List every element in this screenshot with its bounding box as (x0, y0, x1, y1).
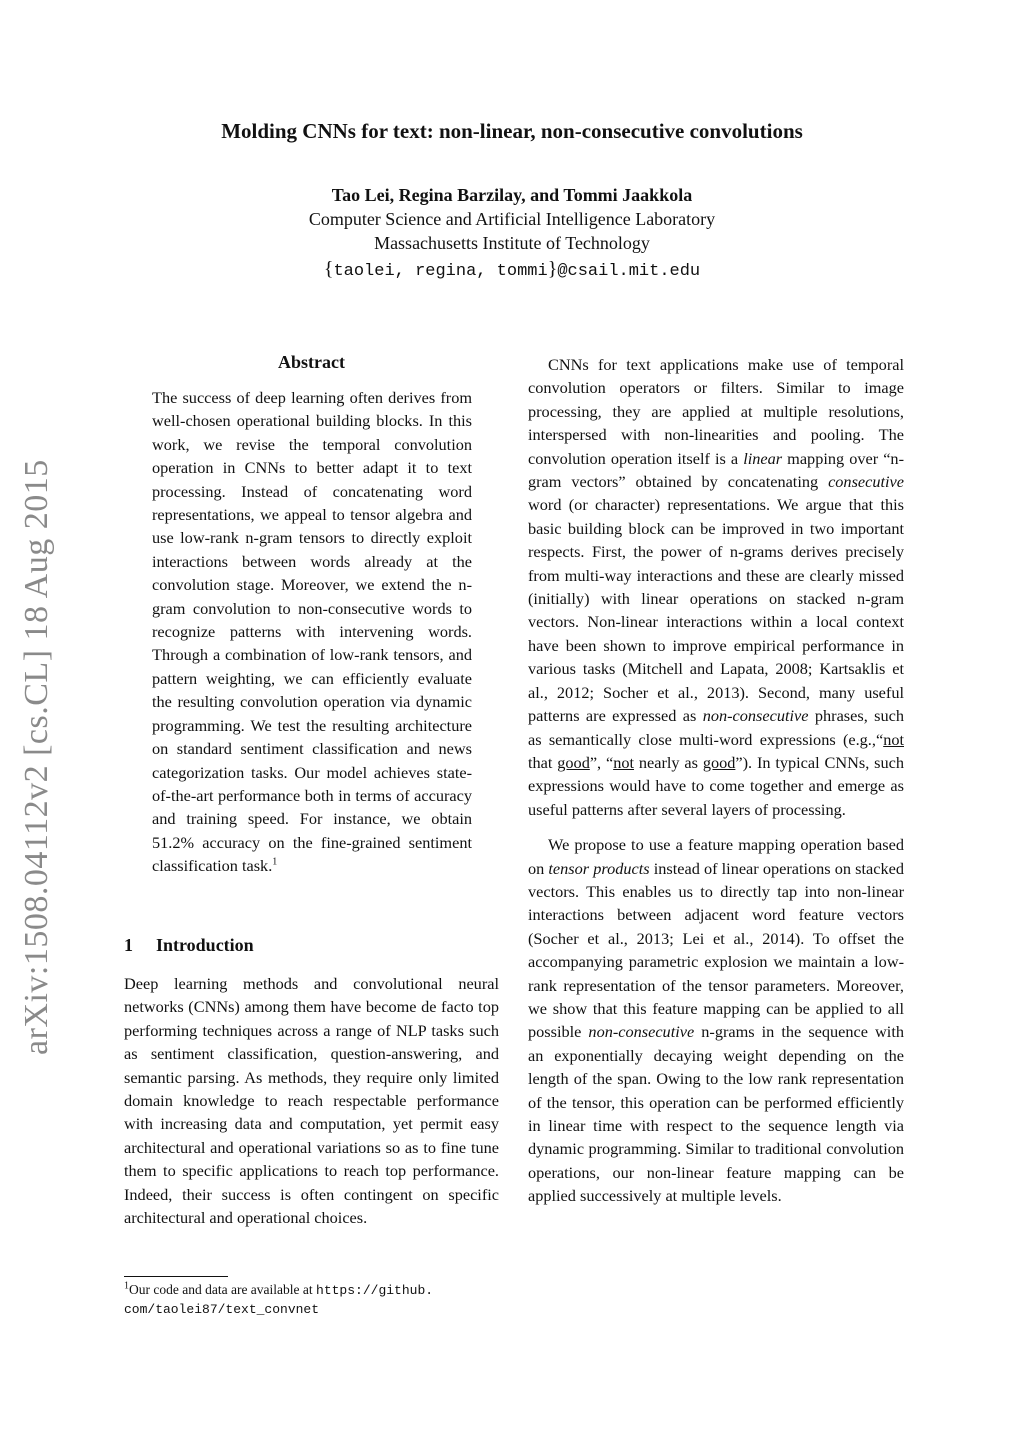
section-heading-introduction (124, 935, 254, 956)
footnote-url-part1[interactable]: https://github. (316, 1283, 434, 1298)
email-close-brace: } (547, 258, 558, 280)
footnote-text: Our code and data are available at (129, 1282, 317, 1297)
section-number: 1 (124, 935, 133, 955)
abstract-heading: Abstract (278, 352, 345, 372)
arxiv-identifier: arXiv:1508.04112v2 [cs.CL] 18 Aug 2015 (18, 459, 55, 1055)
p2-emph-linear: linear (743, 448, 783, 468)
abstract-body (152, 386, 472, 878)
p2-emph-consecutive: consecutive (828, 472, 904, 492)
intro-paragraph-3 (528, 833, 904, 1208)
p2-text-a: CNNs for text applications make use of temporal convolution operators or filters. Similar to image processing, they are applied at multiple resolutions, interspersed with non-linearities and pooling. The convolution operation itself is a (528, 355, 904, 468)
p3-text-a: We propose to use a feature mapping operation based on (528, 835, 904, 878)
intro-paragraph-2 (528, 353, 904, 821)
p2-text-g: nearly as (634, 752, 703, 772)
email-names: taolei, regina, tommi (333, 262, 548, 281)
p2-underline-not-1: not (883, 729, 904, 749)
p2-text-b: mapping over “n-gram vectors” obtained by concatenating (528, 448, 904, 492)
intro-paragraph-1: Deep learning methods and convolutional neural networks (CNNs) among them have become de facto top performing techniques across a range of NLP tasks such as sentiment classification, question-answering, and semantic parsing. As methods, they require only limited domain knowledge to reach respectable performance with increasing data and computation, yet permit easy architectural and operational variations so as to fine tune them to specific applications to reach top performance. Indeed, their success is often contingent on specific architectural and operational choices. (124, 974, 499, 1228)
p3-text-b: instead of linear operations on stacked vectors. This enables us to directly tap into non-linear interactions between adjacent word feature vectors (Socher et al., 2013; Lei et al., 2014). To offset the accompanying parametric explosion we maintain a low-rank representation of the tensor parameters. Moreover, we show that this feature mapping can be applied to all possible (528, 858, 904, 1042)
p2-emph-nonconsecutive: non-consecutive (702, 706, 809, 726)
introduction-left-column (124, 972, 499, 1229)
abstract-footnote-mark: 1 (272, 856, 278, 868)
p3-emph-tensor-products: tensor products (548, 858, 650, 878)
author-emails (0, 258, 1024, 281)
footnote-mark: 1 (124, 1280, 129, 1292)
email-open-brace: { (323, 258, 334, 280)
author-list: Tao Lei, Regina Barzilay, and Tommi Jaakkola (331, 185, 693, 205)
footnote-rule (124, 1276, 228, 1277)
abstract-text: The success of deep learning often derives from well-chosen operational building blocks. In this work, we revise the temporal convolution operation in CNNs to better adapt it to text processing. Instead of concatenating word representations, we appeal to tensor algebra and use low-rank n-gram tensors to directly exploit interactions between words already at the convolution stage. Moreover, we extend the n-gram convolution to non-consecutive words to recognize patterns with intervening words. Through a combination of low-rank tensors, and pattern weighting, we can efficiently evaluate the resulting convolution operation via dynamic programming. We test the resulting architecture on standard sentiment classification and news categorization tasks. Our model achieves state-of-the-art performance both in terms of accuracy and training speed. For instance, we obtain 51.2% accuracy on the fine-grained sentiment classification task. (152, 388, 472, 876)
affiliation-institute: Massachusetts Institute of Technology (374, 233, 650, 253)
p2-underline-good-2: good (702, 752, 736, 772)
p2-text-h: ”). In typical CNNs, such expressions would have to come together and emerge as useful patterns after several layers of processing. (528, 752, 904, 819)
p3-emph-nonconsecutive: non-consecutive (588, 1022, 695, 1042)
p2-underline-good-1: good (557, 752, 590, 772)
email-domain: @csail.mit.edu (557, 262, 701, 281)
p2-text-f: ”, “ (589, 752, 614, 772)
paper-title: Molding CNNs for text: non-linear, non-consecutive convolutions (221, 119, 803, 143)
right-column (528, 353, 904, 1208)
footnote-url-part2[interactable]: com/taolei87/text_convnet (124, 1302, 320, 1317)
footnote (124, 1281, 502, 1319)
p2-text-d: phrases, such as semantically close multi-word expressions (e.g.,“ (528, 706, 904, 749)
p3-text-c: n-grams in the sequence with an exponentially decaying weight depending on the length of the span. Owing to the low rank representation of the tensor, this operation can be performed efficiently in linear time with respect to the sequence length via dynamic programming. Similar to traditional convolution operations, our non-linear feature mapping can be applied successively at multiple levels. (528, 1022, 904, 1206)
affiliation-lab: Computer Science and Artificial Intelligence Laboratory (308, 209, 716, 229)
p2-underline-not-2: not (613, 752, 635, 772)
p2-text-c: word (or character) representations. We argue that this basic building block can be improved in two important respects. First, the power of n-grams derives precisely from multi-way interactions and these are clearly missed (initially) with linear operations on stacked n-gram vectors. Non-linear interactions within a local context have been shown to improve empirical performance in various tasks (Mitchell and Lapata, 2008; Kartsaklis et al., 2012; Socher et al., 2013). Second, many useful patterns are expressed as (528, 495, 904, 726)
section-title: Introduction (156, 935, 254, 955)
p2-text-e: that (528, 752, 558, 772)
